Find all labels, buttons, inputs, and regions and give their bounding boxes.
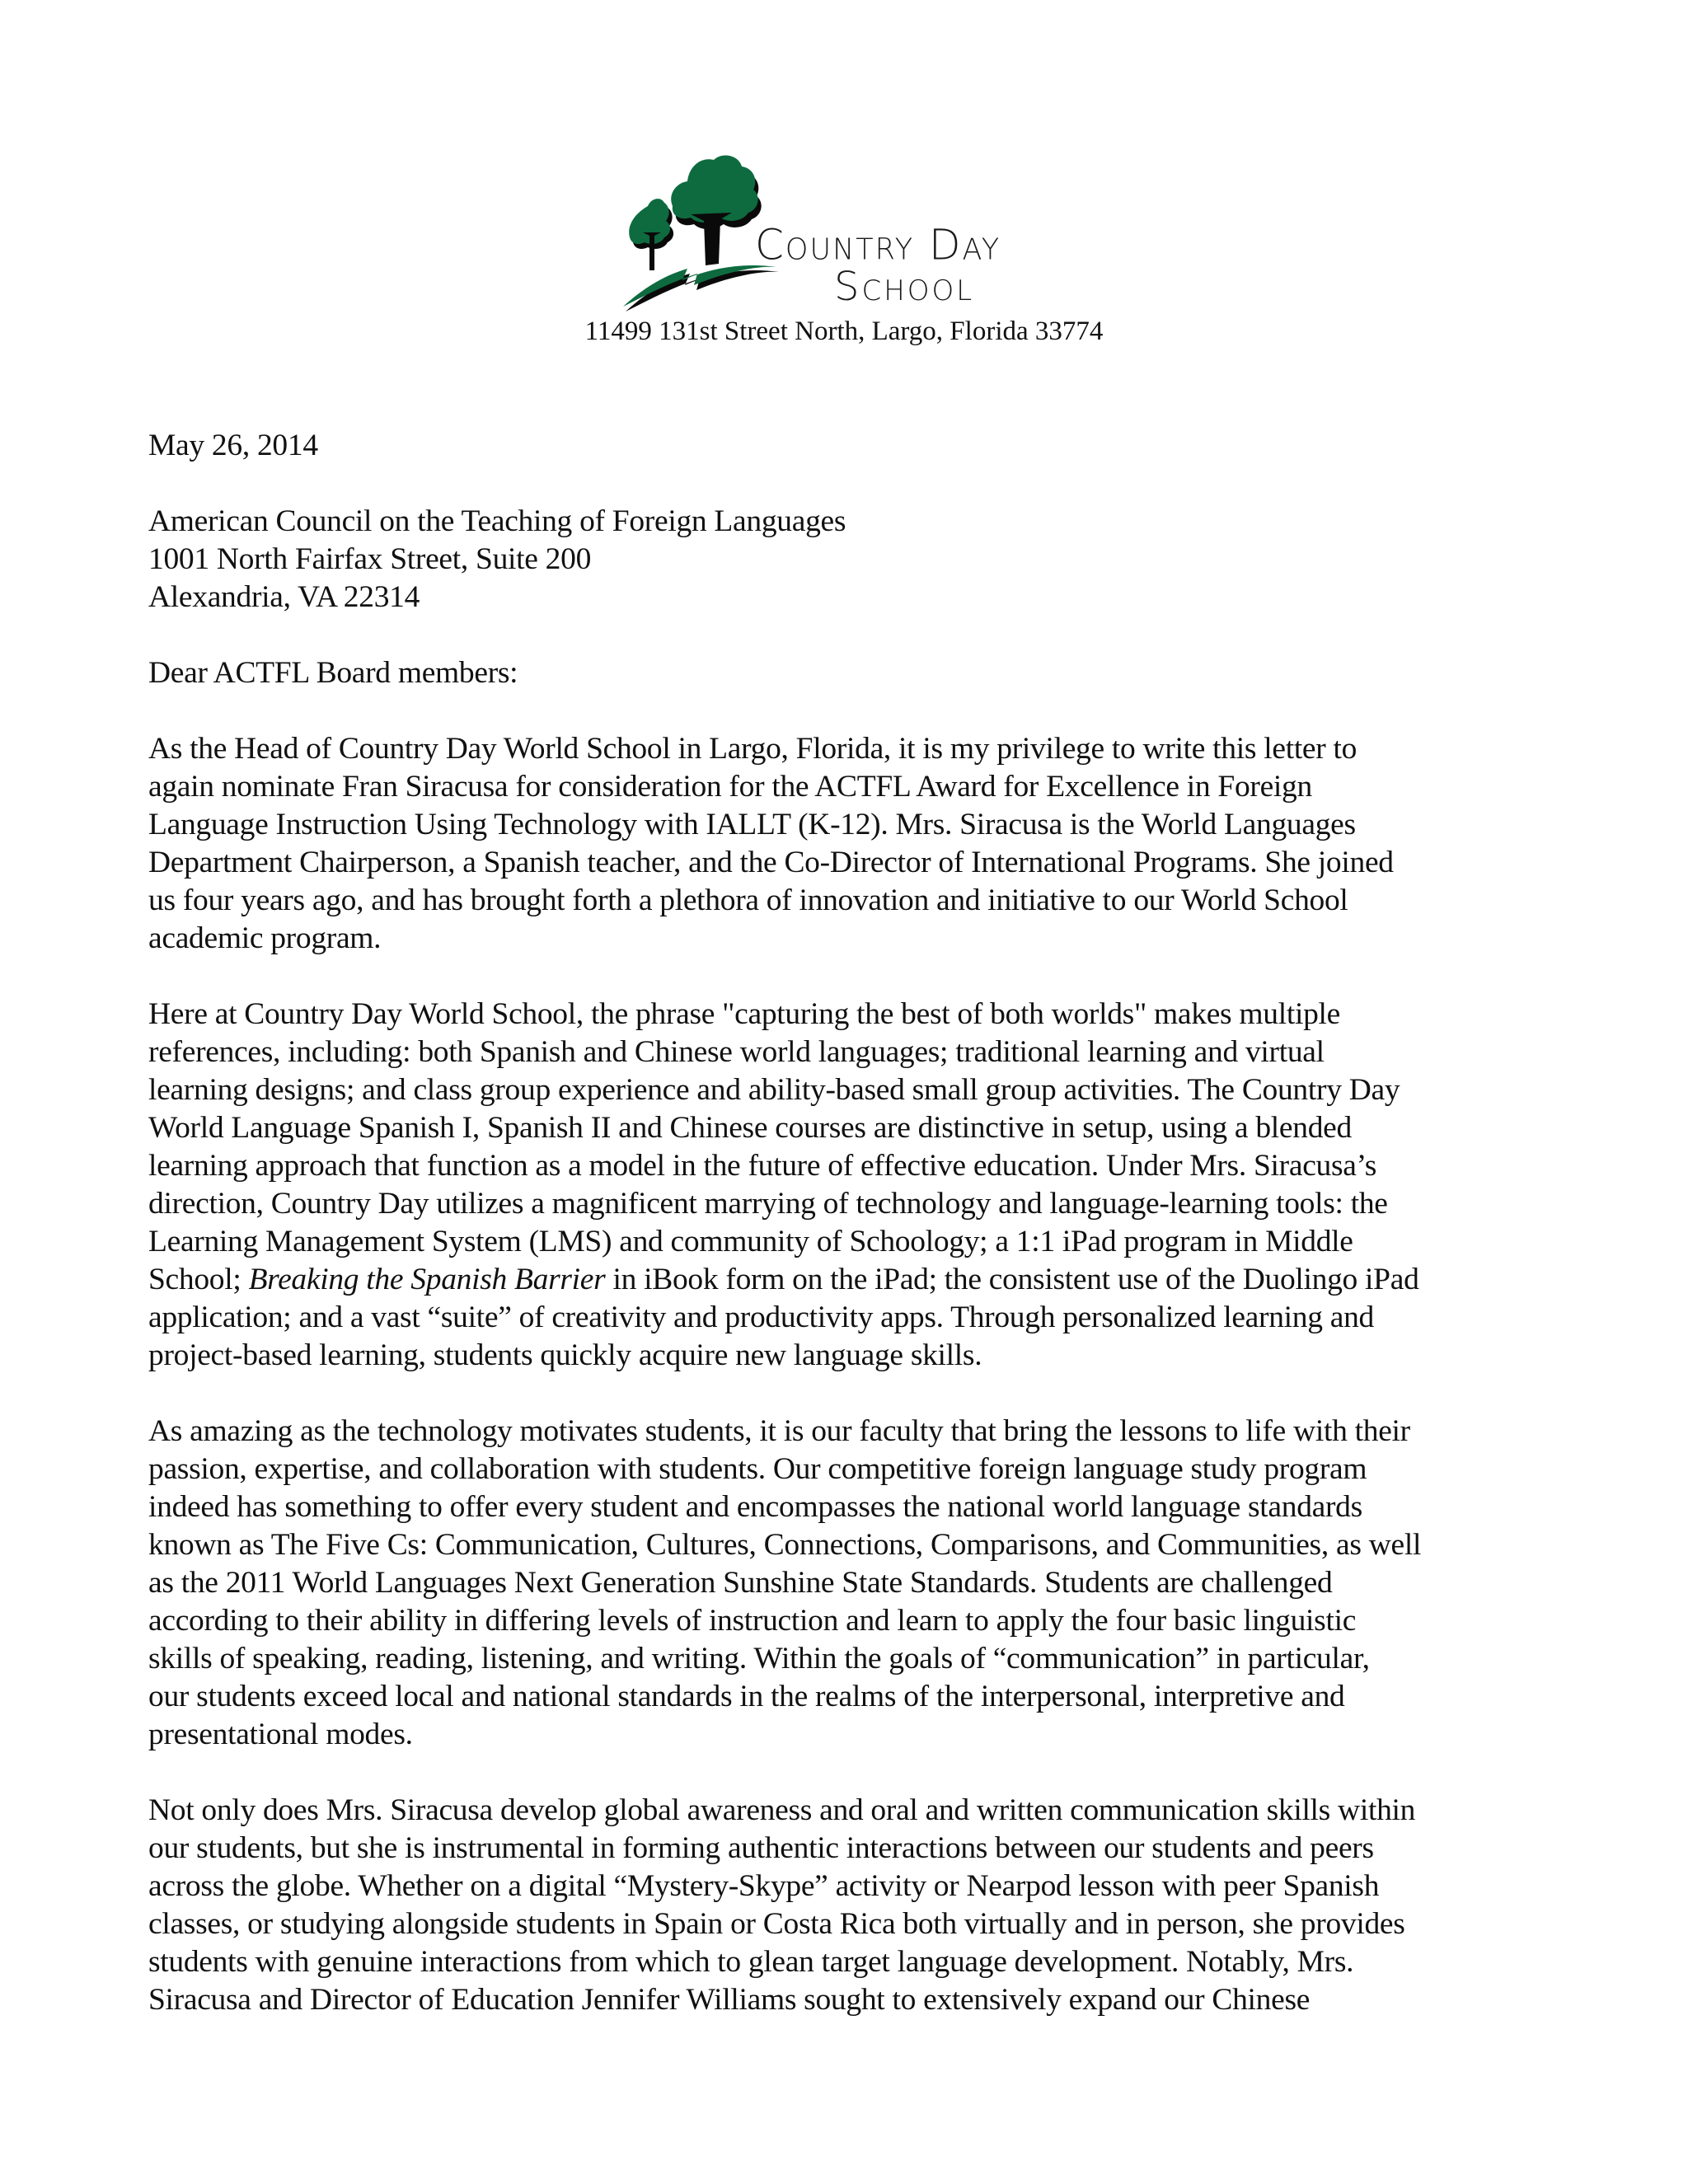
paragraph-line: Siracusa and Director of Education Jennifer Williams sought to extensively expand our Chinese xyxy=(148,1983,1311,2017)
paragraph-line: Language Instruction Using Technology with IALLT (K-12). Mrs. Siracusa is the World Languages xyxy=(148,808,1356,841)
paragraph-line: Learning Management System (LMS) and community of Schoology; a 1:1 iPad program in Middle xyxy=(148,1225,1353,1258)
paragraph-line: direction, Country Day utilizes a magnificent marrying of technology and language-learning tools: the xyxy=(148,1187,1388,1221)
paragraph-line: Here at Country Day World School, the phrase "capturing the best of both worlds" makes multiple xyxy=(148,997,1341,1031)
paragraph-line: Not only does Mrs. Siracusa develop global awareness and oral and written communication skills within xyxy=(148,1793,1416,1827)
school-address: 11499 131st Street North, Largo, Florida 33774 xyxy=(584,316,1104,346)
recipient-street: 1001 North Fairfax Street, Suite 200 xyxy=(148,542,592,576)
paragraph-line: skills of speaking, reading, listening, and writing. Within the goals of “communication” in particular, xyxy=(148,1642,1370,1675)
school-name-line1: Country Day xyxy=(755,220,1001,269)
salutation: Dear ACTFL Board members: xyxy=(148,656,518,690)
recipient-organization: American Council on the Teaching of Foreign Languages xyxy=(148,504,846,538)
paragraph-nomination xyxy=(148,730,1550,958)
paragraph-line: again nominate Fran Siracusa for consideration for the ACTFL Award for Excellence in Foreign xyxy=(148,770,1312,804)
letterhead xyxy=(0,140,1688,354)
paragraph-line: learning approach that function as a model in the future of effective education. Under Mrs. Siracusa’s xyxy=(148,1149,1377,1183)
paragraph-line: our students, but she is instrumental in forming authentic interactions between our students and peers xyxy=(148,1831,1374,1865)
paragraph-global-awareness xyxy=(148,1792,1550,2019)
paragraph-line: indeed has something to offer every student and encompasses the national world language standards xyxy=(148,1490,1362,1524)
paragraph-line: students with genuine interactions from which to glean target language development. Notably, Mrs. xyxy=(148,1945,1354,1979)
paragraph-line: references, including: both Spanish and Chinese world languages; traditional learning and virtual xyxy=(148,1035,1325,1069)
paragraph-faculty xyxy=(148,1413,1550,1754)
paragraph-line: according to their ability in differing levels of instruction and learn to apply the four basic linguistic xyxy=(148,1604,1357,1638)
paragraph-line: us four years ago, and has brought forth a plethora of innovation and initiative to our World School xyxy=(148,883,1348,917)
paragraph-line: learning designs; and class group experience and ability-based small group activities. The Country Day xyxy=(148,1073,1400,1107)
letter-date: May 26, 2014 xyxy=(148,429,318,462)
paragraph-line: as the 2011 World Languages Next Generation Sunshine State Standards. Students are challenged xyxy=(148,1566,1333,1600)
letter-body xyxy=(148,427,1550,2057)
paragraph-program xyxy=(148,996,1550,1375)
school-logo xyxy=(618,148,1080,313)
paragraph-line-with-title xyxy=(148,1261,1550,1299)
paragraph-line: academic program. xyxy=(148,921,382,955)
paragraph-line: passion, expertise, and collaboration with students. Our competitive foreign language study program xyxy=(148,1452,1367,1486)
line-text: School; xyxy=(148,1263,249,1296)
paragraph-line: As amazing as the technology motivates students, it is our faculty that bring the lessons to life with their xyxy=(148,1414,1410,1448)
paragraph-line: Department Chairperson, a Spanish teacher, and the Co-Director of International Programs. She joined xyxy=(148,846,1394,879)
paragraph-line: World Language Spanish I, Spanish II and Chinese courses are distinctive in setup, using a blended xyxy=(148,1111,1352,1145)
paragraph-line: across the globe. Whether on a digital “Mystery-Skype” activity or Nearpod lesson with peer Spanish xyxy=(148,1869,1380,1903)
recipient-city: Alexandria, VA 22314 xyxy=(148,580,420,614)
paragraph-line: presentational modes. xyxy=(148,1718,413,1751)
paragraph-line: classes, or studying alongside students in Spain or Costa Rica both virtually and in person, she provides xyxy=(148,1907,1405,1941)
paragraph-line: our students exceed local and national standards in the realms of the interpersonal, interpretive and xyxy=(148,1680,1345,1713)
line-text: in iBook form on the iPad; the consistent use of the Duolingo iPad xyxy=(605,1263,1419,1296)
paragraph-line: application; and a vast “suite” of creativity and productivity apps. Through personalized learning and xyxy=(148,1301,1374,1334)
paragraph-line: As the Head of Country Day World School in Largo, Florida, it is my privilege to write this letter to xyxy=(148,732,1357,766)
paragraph-line: known as The Five Cs: Communication, Cultures, Connections, Comparisons, and Communities, as well xyxy=(148,1528,1422,1562)
book-title: Breaking the Spanish Barrier xyxy=(248,1263,606,1296)
recipient-address xyxy=(148,503,1550,616)
paragraph-line: project-based learning, students quickly acquire new language skills. xyxy=(148,1338,982,1372)
school-name-line2: School xyxy=(834,264,975,310)
